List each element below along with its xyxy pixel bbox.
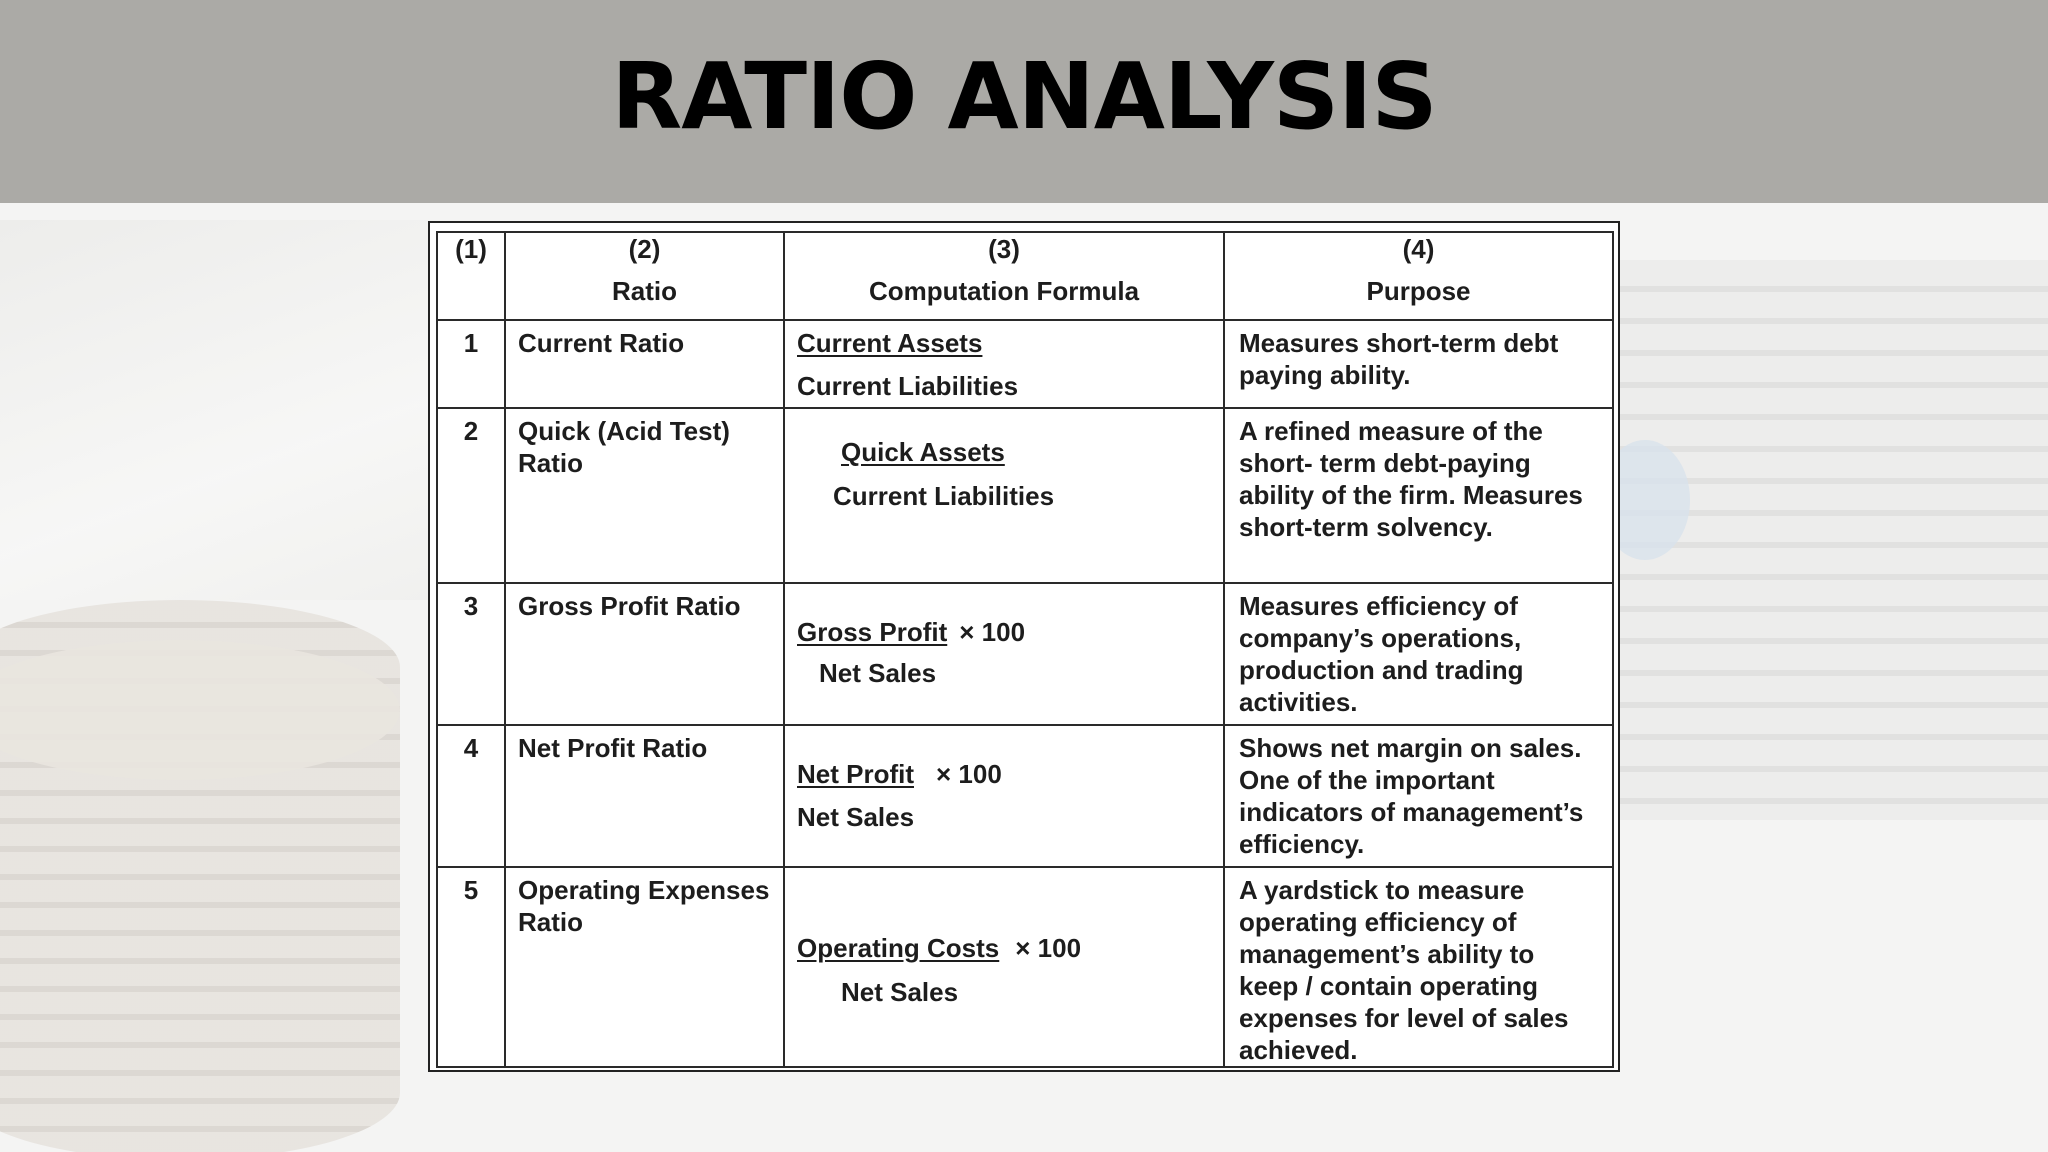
formula-denominator: Current Liabilities	[833, 481, 1055, 511]
ratio-name: Quick (Acid Test) Ratio	[505, 408, 784, 583]
table-header-row	[437, 232, 1613, 320]
header-cell-2	[505, 232, 784, 320]
header-label-4: Purpose	[1366, 276, 1471, 306]
header-num-3: (3)	[988, 234, 1020, 264]
row-number: 2	[437, 408, 505, 583]
formula-cell	[784, 725, 1224, 867]
header-label-2: Ratio	[612, 276, 677, 306]
formula-denominator: Net Sales	[797, 802, 915, 832]
row-number: 4	[437, 725, 505, 867]
formula-denominator: Net Sales	[819, 658, 937, 688]
background-paper	[0, 220, 500, 600]
purpose-text: Shows net margin on sales. One of the important indicators of management’s efficiency.	[1224, 725, 1613, 867]
formula-line	[797, 758, 1002, 790]
table-row	[437, 583, 1613, 725]
ratio-name: Net Profit Ratio	[505, 725, 784, 867]
formula-denominator: Net Sales	[841, 977, 959, 1007]
table-row	[437, 320, 1613, 408]
table-row	[437, 867, 1613, 1067]
purpose-text: A yardstick to measure operating efficiency of management’s ability to keep / contain operating expenses for level of sales achieved.	[1224, 867, 1613, 1067]
formula-multiplier: × 100	[936, 759, 1002, 789]
formula-cell	[784, 408, 1224, 583]
ratio-table-panel	[428, 221, 1620, 1072]
formula-cell	[784, 867, 1224, 1067]
ratio-name: Operating Expenses Ratio	[505, 867, 784, 1067]
formula-numerator: Net Profit	[797, 759, 914, 789]
row-number: 1	[437, 320, 505, 408]
formula-line	[797, 616, 1025, 648]
title-band	[0, 0, 2048, 203]
header-cell-1	[437, 232, 505, 320]
formula-multiplier: × 100	[1015, 933, 1082, 963]
header-num-2: (2)	[628, 234, 661, 264]
header-cell-3	[784, 232, 1224, 320]
formula-numerator: Gross Profit	[797, 617, 948, 647]
formula-line	[797, 932, 1081, 964]
purpose-text: Measures efficiency of company’s operations, production and trading activities.	[1224, 583, 1613, 725]
header-num-4: (4)	[1402, 234, 1435, 264]
header-label-3: Computation Formula	[868, 276, 1140, 306]
ratio-name: Current Ratio	[505, 320, 784, 408]
formula-multiplier: × 100	[959, 617, 1026, 647]
purpose-text: A refined measure of the short- term debt-paying ability of the firm. Measures short-term solvency.	[1224, 408, 1613, 583]
table-row	[437, 408, 1613, 583]
formula-numerator: Operating Costs	[797, 933, 1000, 963]
formula-denominator: Current Liabilities	[797, 371, 1019, 401]
ratio-name: Gross Profit Ratio	[505, 583, 784, 725]
slide-title: RATIO ANALYSIS	[611, 43, 1437, 150]
formula-cell	[784, 320, 1224, 408]
purpose-text: Measures short-term debt paying ability.	[1224, 320, 1613, 408]
formula-numerator: Quick Assets	[841, 437, 1005, 467]
header-cell-4	[1224, 232, 1613, 320]
table-row	[437, 725, 1613, 867]
header-num-1: (1)	[455, 234, 487, 264]
row-number: 3	[437, 583, 505, 725]
formula-cell	[784, 583, 1224, 725]
row-number: 5	[437, 867, 505, 1067]
ratio-table	[436, 231, 1614, 1068]
formula-numerator: Current Assets	[797, 328, 983, 358]
